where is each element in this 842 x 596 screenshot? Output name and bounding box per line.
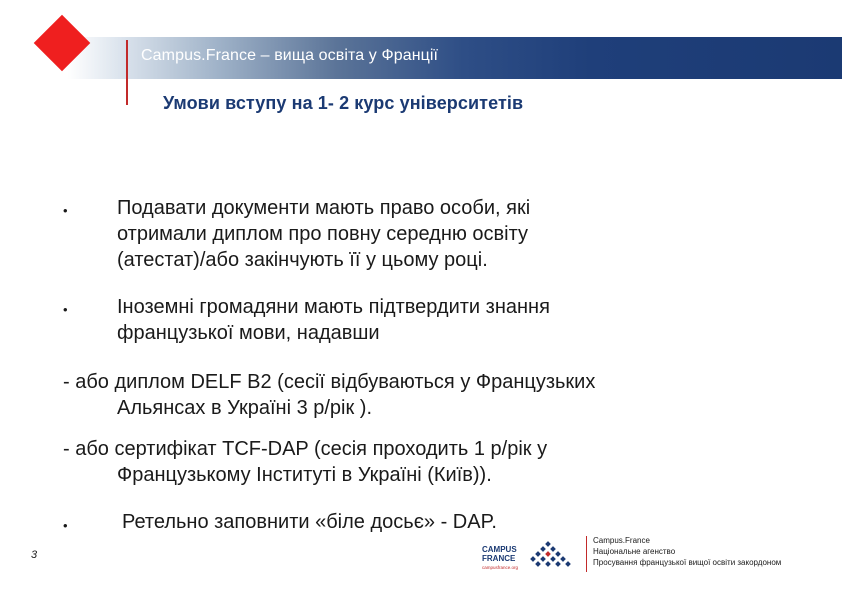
slide-subtitle: Умови вступу на 1- 2 курс університетів bbox=[163, 93, 524, 113]
text-line: Іноземні громадяни мають підтвердити знання bbox=[117, 296, 550, 318]
paragraph-dossier: Ретельно заповнити «біле досьє» - DAP. bbox=[122, 511, 497, 533]
logo-text-france: FRANCE bbox=[482, 554, 516, 563]
campus-france-logo bbox=[480, 540, 580, 574]
paragraph-tcf bbox=[63, 436, 547, 488]
bullet-2: • bbox=[63, 302, 68, 317]
text-line: Подавати документи мають право особи, які bbox=[117, 197, 531, 219]
text-line: - або сертифікат TCF-DAP (сесія проходить 1 р/рік у bbox=[63, 438, 548, 460]
logo-diamond-grid-icon bbox=[530, 541, 571, 567]
logo-text-campus: CAMPUS bbox=[482, 545, 517, 554]
header-title: Campus.France – вища освіта у Франції bbox=[141, 47, 439, 64]
logo-text-url: campusfrance.org bbox=[482, 565, 519, 570]
footer-line: Просування французької вищої освіти закордоном bbox=[593, 558, 782, 567]
text-line: Альянсах в Україні 3 р/рік ). bbox=[117, 397, 373, 419]
bullet-3: • bbox=[63, 518, 68, 533]
footer-agency-text bbox=[593, 535, 781, 568]
paragraph-delf bbox=[63, 369, 595, 421]
bullet-1: • bbox=[63, 203, 68, 218]
text-line: Французькому Інституті в Україні (Київ)). bbox=[117, 464, 492, 486]
text-line: (атестат)/або закінчують її у цьому році. bbox=[117, 249, 488, 271]
footer-line: Campus.France bbox=[593, 536, 650, 545]
footer-line: Національне агенство bbox=[593, 547, 676, 556]
header-divider bbox=[126, 40, 128, 105]
paragraph-language bbox=[117, 294, 550, 346]
paragraph-eligibility bbox=[117, 195, 530, 273]
text-line: французької мови, надавши bbox=[117, 322, 380, 344]
page-number: 3 bbox=[31, 549, 38, 561]
text-line: - або диплом DELF B2 (сесії відбуваються у Французьких bbox=[63, 371, 596, 393]
footer-divider bbox=[586, 536, 587, 572]
text-line: отримали диплом про повну середню освіту bbox=[117, 223, 528, 245]
